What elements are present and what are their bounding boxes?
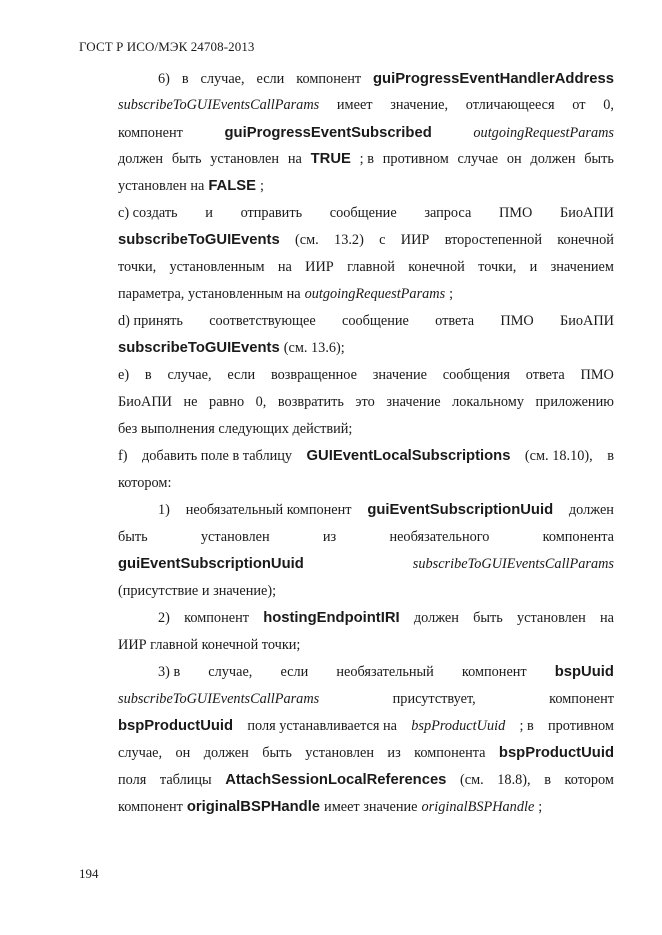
identifier-italic: subscribeToGUIEventsCallParams <box>118 691 320 707</box>
text-word: случае, <box>167 367 212 383</box>
text-word: 0, <box>255 394 267 410</box>
text-word: с <box>379 232 386 248</box>
identifier-bold: guiProgressEventHandlerAddress <box>373 71 614 87</box>
text-word: компонента <box>542 529 614 545</box>
text-word: если <box>256 71 285 87</box>
text-line <box>118 124 614 142</box>
text-word: (см. 13.6); <box>283 340 345 356</box>
text-word: должен <box>530 151 576 167</box>
text-word: 0, <box>603 97 614 113</box>
identifier-bold: subscribeToGUIEvents <box>118 232 280 248</box>
text-line <box>158 609 614 627</box>
text-word: установлен <box>210 151 280 167</box>
identifier-italic: subscribeToGUIEventsCallParams <box>118 97 320 113</box>
text-word: значением <box>550 259 614 275</box>
text-word: сообщения <box>442 367 510 383</box>
text-word: быть <box>118 529 148 545</box>
text-word: в <box>181 71 189 87</box>
text-word: 3) в <box>158 664 181 680</box>
text-word: установлен <box>517 610 586 626</box>
text-word: значение, <box>390 97 449 113</box>
text-word: от <box>572 97 586 113</box>
identifier-bold: bspProductUuid <box>118 718 234 734</box>
text-word: на <box>600 610 614 626</box>
text-line <box>118 636 614 654</box>
text-line <box>118 339 614 357</box>
text-word: конечной <box>408 259 465 275</box>
text-line <box>118 582 614 600</box>
text-word: поля устанавливается на <box>247 718 397 734</box>
text-word: должен <box>118 151 164 167</box>
text-word: быть <box>262 745 292 761</box>
identifier-italic: subscribeToGUIEventsCallParams <box>412 556 614 572</box>
text-word: ПМО <box>500 313 534 329</box>
text-word: 2) <box>158 610 170 626</box>
identifier-bold: hostingEndpointIRI <box>263 610 400 626</box>
text-word: главной <box>347 259 395 275</box>
text-word: отправить <box>240 205 303 221</box>
text-word: установлен на <box>118 178 205 194</box>
text-line <box>118 528 614 546</box>
text-word: ПМО <box>580 367 614 383</box>
text-word: ; <box>260 178 264 194</box>
text-line <box>158 501 614 519</box>
text-word: c) создать <box>118 205 178 221</box>
text-word: добавить поле в таблицу <box>142 448 293 464</box>
text-word: компонент <box>296 71 362 87</box>
identifier-bold: originalBSPHandle <box>186 799 321 815</box>
text-word: d) принять <box>118 313 183 329</box>
text-line <box>118 231 614 249</box>
text-word: необязательный <box>336 664 434 680</box>
text-word: из <box>387 745 401 761</box>
text-word: это <box>355 394 375 410</box>
text-word: он <box>175 745 191 761</box>
text-line <box>118 771 614 789</box>
text-word: в <box>544 772 551 788</box>
text-word: быть <box>473 610 503 626</box>
text-word: равно <box>209 394 245 410</box>
text-word: на <box>277 259 292 275</box>
identifier-bold: bspProductUuid <box>498 745 614 761</box>
text-word: второстепенной <box>444 232 542 248</box>
text-word: ; <box>538 799 543 815</box>
text-word: 6) <box>158 71 170 87</box>
text-word: ответа <box>525 367 565 383</box>
identifier-bold: subscribeToGUIEvents <box>118 340 280 356</box>
text-line <box>118 96 614 114</box>
text-word: имеет <box>336 97 373 113</box>
text-line <box>118 366 614 384</box>
identifier-bold: FALSE <box>208 178 257 194</box>
text-word: точки, <box>118 259 157 275</box>
text-word: компонент <box>118 125 183 141</box>
text-word: и <box>205 205 213 221</box>
text-word: должен <box>413 610 459 626</box>
text-word: если <box>227 367 256 383</box>
text-word: ИИР главной конечной точки; <box>118 637 301 653</box>
identifier-bold: GUIEventLocalSubscriptions <box>306 448 511 464</box>
text-word: установлен <box>200 529 270 545</box>
text-word: компонент <box>118 799 183 815</box>
text-line <box>118 393 614 411</box>
text-line <box>118 555 614 573</box>
text-word: котором <box>564 772 614 788</box>
text-word: быть <box>171 151 202 167</box>
text-word: БиоАПИ <box>560 313 614 329</box>
text-word: f) <box>118 448 128 464</box>
text-word: компонент <box>184 610 249 626</box>
text-word: он <box>506 151 522 167</box>
text-word: ПМО <box>498 205 533 221</box>
text-word: имеет значение <box>324 799 418 815</box>
identifier-bold: guiEventSubscriptionUuid <box>367 502 554 518</box>
text-word: ; <box>449 286 454 302</box>
text-word: локальному <box>452 394 524 410</box>
text-line <box>118 150 614 168</box>
identifier-bold: TRUE <box>310 151 351 167</box>
text-word: случае, <box>118 745 163 761</box>
text-word: приложению <box>535 394 614 410</box>
text-word: должен <box>568 502 614 518</box>
text-word: котором: <box>118 475 172 491</box>
text-word: значение <box>372 367 428 383</box>
identifier-italic: originalBSPHandle <box>421 799 535 815</box>
text-line <box>158 70 614 88</box>
identifier-bold: guiProgressEventSubscribed <box>224 125 432 141</box>
text-line <box>118 312 614 330</box>
text-word: (см. <box>459 772 484 788</box>
page-number: 194 <box>79 866 99 881</box>
text-word: ; в <box>519 718 534 734</box>
text-word: из <box>322 529 337 545</box>
text-line <box>118 285 614 303</box>
text-word: 13.2) <box>334 232 364 248</box>
identifier-bold: bspUuid <box>554 664 614 680</box>
text-line <box>118 204 614 222</box>
text-word: если <box>280 664 309 680</box>
text-word: случае, <box>200 71 245 87</box>
text-word: компонент <box>549 691 614 707</box>
text-word: присутствует, <box>392 691 476 707</box>
text-line <box>118 798 614 816</box>
text-word: возвратить <box>277 394 344 410</box>
identifier-bold: guiEventSubscriptionUuid <box>118 556 304 572</box>
text-line <box>118 420 614 438</box>
text-word: возвращенное <box>270 367 357 383</box>
identifier-italic: outgoingRequestParams <box>473 125 614 141</box>
text-word: необязательный компонент <box>185 502 352 518</box>
text-word: компонента <box>414 745 486 761</box>
text-word: БиоАПИ <box>560 205 614 221</box>
text-word: установлен <box>305 745 375 761</box>
text-line <box>118 447 614 465</box>
text-word: в <box>607 448 614 464</box>
text-word: отличающееся <box>465 97 555 113</box>
identifier-bold: AttachSessionLocalReferences <box>225 772 447 788</box>
identifier-italic: outgoingRequestParams <box>304 286 446 302</box>
text-word: необязательного <box>389 529 490 545</box>
text-word: быть <box>584 151 614 167</box>
text-word: ИИР <box>400 232 430 248</box>
text-line <box>158 663 614 681</box>
running-header: ГОСТ Р ИСО/МЭК 24708-2013 <box>79 39 255 54</box>
text-word: значение <box>386 394 441 410</box>
text-word: на <box>287 151 302 167</box>
text-word: должен <box>203 745 249 761</box>
text-word: компонент <box>461 664 527 680</box>
text-word: точки, <box>478 259 517 275</box>
text-word: (см. 18.10), <box>524 448 593 464</box>
text-word: e) <box>118 367 130 383</box>
text-word: БиоАПИ <box>118 394 172 410</box>
text-line <box>118 177 614 195</box>
text-line <box>118 690 614 708</box>
text-word: случае, <box>208 664 253 680</box>
text-word: (см. <box>295 232 319 248</box>
text-line <box>118 474 614 492</box>
text-word: без выполнения следующих действий; <box>118 421 353 437</box>
text-word: (присутствие и значение); <box>118 583 277 599</box>
text-word: таблицы <box>159 772 212 788</box>
text-word: 18.8), <box>497 772 531 788</box>
text-word: поля <box>118 772 147 788</box>
text-word: не <box>183 394 198 410</box>
text-word: установленным <box>169 259 265 275</box>
identifier-italic: bspProductUuid <box>411 718 506 734</box>
text-word: и <box>529 259 538 275</box>
text-line <box>118 258 614 276</box>
text-line <box>118 717 614 735</box>
text-word: случае <box>457 151 499 167</box>
text-word: соответствующее <box>209 313 316 329</box>
text-word: противном <box>548 718 614 734</box>
text-word: 1) <box>158 502 170 518</box>
text-word: сообщение <box>329 205 397 221</box>
text-word: в <box>144 367 152 383</box>
text-word: ответа <box>435 313 475 329</box>
text-word: запроса <box>424 205 472 221</box>
text-word: ИИР <box>305 259 334 275</box>
text-word: параметра, установленным на <box>118 286 301 302</box>
text-word: ; в <box>359 151 374 167</box>
text-word: сообщение <box>341 313 409 329</box>
text-line <box>118 744 614 762</box>
text-word: конечной <box>557 232 614 248</box>
text-word: противном <box>382 151 449 167</box>
